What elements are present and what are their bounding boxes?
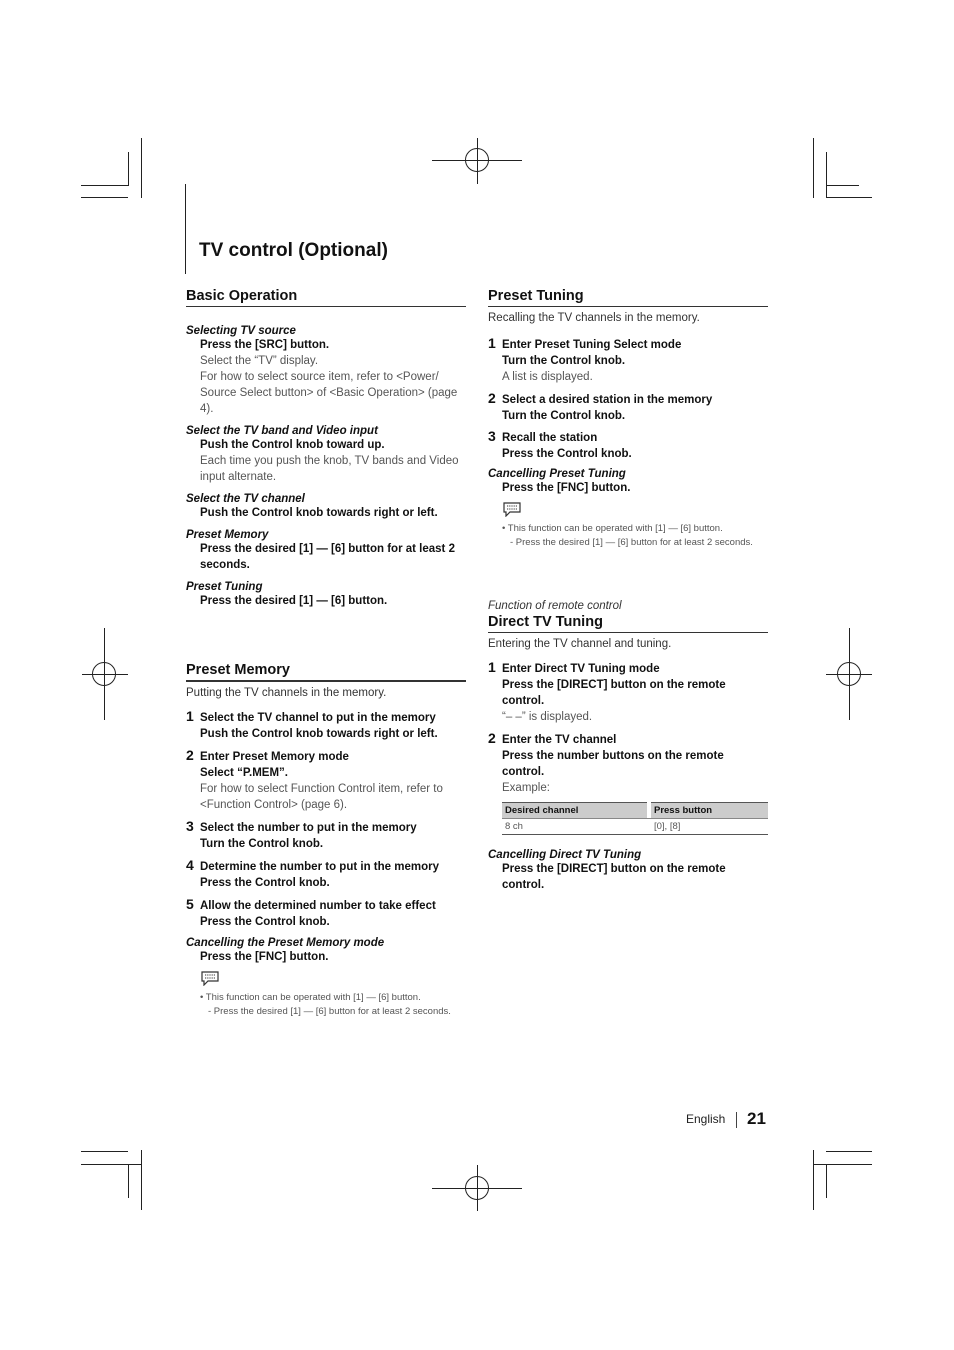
step-title: Recall the station <box>502 432 598 444</box>
footer-divider <box>736 1112 737 1128</box>
step-action: Turn the Control knob. <box>502 410 626 422</box>
step-note: A list is displayed. <box>502 371 593 383</box>
step-number: 1 <box>186 708 194 724</box>
item-action: Push the Control knob toward up. <box>200 439 385 451</box>
step-action: Press the Control knob. <box>200 877 330 889</box>
title-bar <box>185 184 186 274</box>
step-action: Press the Control knob. <box>200 916 330 928</box>
preset-memory-section <box>186 662 466 1019</box>
item-action: Press the desired [1] — [6] button for at least 2 seconds. <box>200 543 455 571</box>
step <box>488 392 768 424</box>
step-number: 5 <box>186 896 194 912</box>
step-title: Allow the determined number to take effect <box>200 900 436 912</box>
table-cell: 8 ch <box>502 819 647 835</box>
memo-note: • This function can be operated with [1] — [6] button. <box>502 523 723 534</box>
preset-tuning-section <box>488 288 768 550</box>
memo-icon <box>502 501 522 517</box>
cancel-title: Cancelling the Preset Memory mode <box>186 937 385 949</box>
step <box>488 337 768 385</box>
step-title: Determine the number to put in the memory <box>200 861 439 873</box>
table-row <box>502 819 768 835</box>
step-action: Turn the Control knob. <box>200 838 324 850</box>
basic-operation-section <box>186 288 466 609</box>
cancel-action: Press the [FNC] button. <box>502 482 631 494</box>
section-heading: Direct TV Tuning <box>488 614 768 633</box>
basic-item <box>186 529 466 573</box>
step <box>488 661 768 725</box>
item-title: Preset Tuning <box>186 581 263 593</box>
step-number: 2 <box>186 747 194 763</box>
page-number: 21 <box>747 1109 766 1128</box>
step <box>186 859 466 891</box>
step-action: Turn the Control knob. <box>502 355 626 367</box>
step-title: Enter the TV channel <box>502 734 617 746</box>
direct-tv-tuning-section <box>488 600 768 893</box>
section-heading: Basic Operation <box>186 288 466 307</box>
item-note: For how to select source item, refer to <Power/ Source Select button> of <Basic Operation> (page 4). <box>200 371 458 415</box>
step <box>488 430 768 462</box>
memo-icon <box>200 970 220 986</box>
step-title: Select a desired station in the memory <box>502 394 713 406</box>
step-note: Example: <box>502 782 550 794</box>
step-number: 2 <box>488 390 496 406</box>
step <box>186 820 466 852</box>
step-action: Press the number buttons on the remote control. <box>502 750 724 778</box>
step-title: Enter Preset Tuning Select mode <box>502 339 682 351</box>
cancel-action: Press the [FNC] button. <box>200 951 329 963</box>
item-action: Press the [SRC] button. <box>200 339 330 351</box>
memo-subnote: - Press the desired [1] — [6] button for at least 2 seconds. <box>208 1006 451 1017</box>
page-title: TV control (Optional) <box>199 240 388 261</box>
step <box>488 732 768 796</box>
cancel-title: Cancelling Direct TV Tuning <box>488 849 642 861</box>
step-action: Select “P.MEM”. <box>200 767 288 779</box>
cancel-action: Press the [DIRECT] button on the remote control. <box>502 863 726 891</box>
function-label: Function of remote control <box>488 600 622 612</box>
basic-item <box>186 425 466 485</box>
section-heading: Preset Tuning <box>488 288 768 307</box>
step-number: 4 <box>186 857 194 873</box>
step-title: Select the TV channel to put in the memory <box>200 712 436 724</box>
table-header-row <box>502 803 768 819</box>
step-action: Press the Control knob. <box>502 448 632 460</box>
step-number: 1 <box>488 335 496 351</box>
item-note: Each time you push the knob, TV bands and Video input alternate. <box>200 455 459 483</box>
step-title: Select the number to put in the memory <box>200 822 417 834</box>
section-intro: Entering the TV channel and tuning. <box>488 638 672 650</box>
step-note: For how to select Function Control item, refer to <Function Control> (page 6). <box>200 783 443 811</box>
step-number: 3 <box>488 428 496 444</box>
section-heading: Preset Memory <box>186 662 466 682</box>
step-action: Press the [DIRECT] button on the remote control. <box>502 679 726 707</box>
step-number: 3 <box>186 818 194 834</box>
step-number: 1 <box>488 659 496 675</box>
item-title: Preset Memory <box>186 529 269 541</box>
item-title: Select the TV band and Video input <box>186 425 378 437</box>
step-action: Push the Control knob towards right or left. <box>200 728 438 740</box>
basic-item <box>186 325 466 417</box>
item-action: Press the desired [1] — [6] button. <box>200 595 388 607</box>
step-note: “– –” is displayed. <box>502 711 593 723</box>
table-header: Desired channel <box>502 803 647 819</box>
footer-language: English <box>686 1112 726 1126</box>
cancel-title: Cancelling Preset Tuning <box>488 468 626 480</box>
table-cell: [0], [8] <box>651 819 768 835</box>
item-action: Push the Control knob towards right or left. <box>200 507 438 519</box>
memo-note: • This function can be operated with [1] — [6] button. <box>200 992 421 1003</box>
memo-subnote: - Press the desired [1] — [6] button for at least 2 seconds. <box>510 537 753 548</box>
step <box>186 749 466 813</box>
step <box>186 710 466 742</box>
basic-item <box>186 493 466 521</box>
item-note: Select the “TV” display. <box>200 355 319 367</box>
step-title: Enter Preset Memory mode <box>200 751 349 763</box>
table-header: Press button <box>651 803 768 819</box>
section-intro: Putting the TV channels in the memory. <box>186 687 387 699</box>
example-table <box>502 802 768 835</box>
basic-item <box>186 581 466 609</box>
step <box>186 898 466 930</box>
step-number: 2 <box>488 730 496 746</box>
item-title: Select the TV channel <box>186 493 305 505</box>
item-title: Selecting TV source <box>186 325 296 337</box>
section-intro: Recalling the TV channels in the memory. <box>488 312 700 324</box>
step-title: Enter Direct TV Tuning mode <box>502 663 660 675</box>
